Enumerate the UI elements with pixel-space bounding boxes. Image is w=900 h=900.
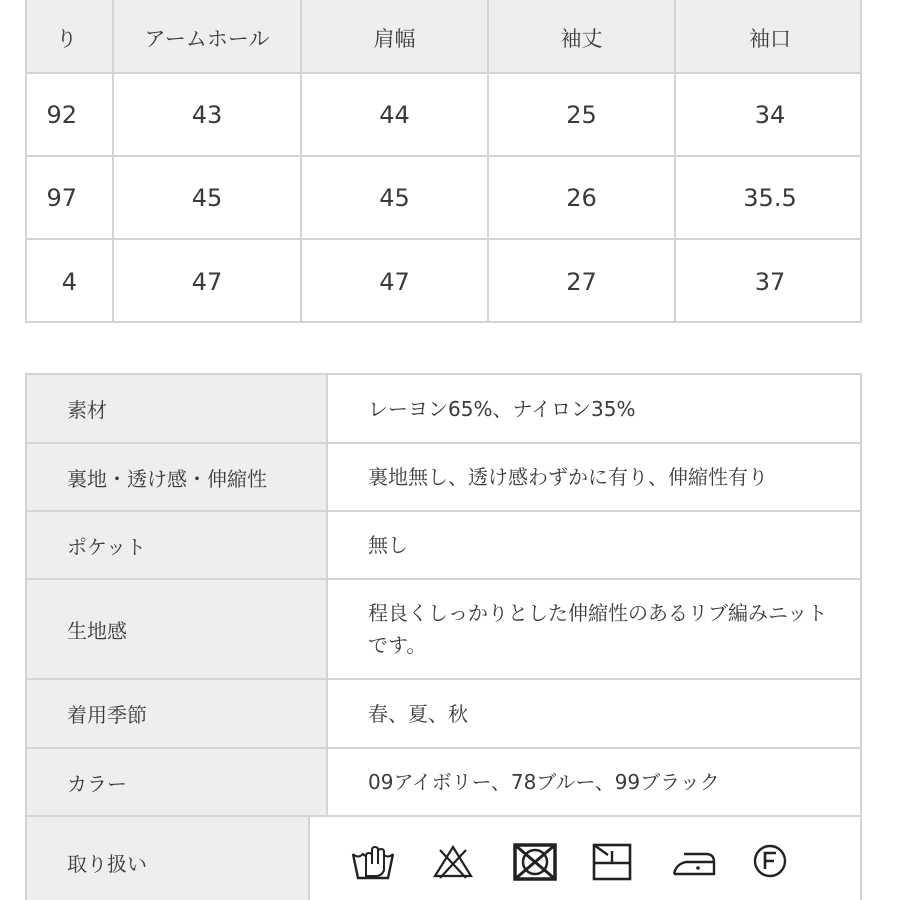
spec-row-care xyxy=(27,817,860,900)
spec-row-lining xyxy=(27,444,860,512)
size-cell: 47 xyxy=(302,240,489,323)
spec-value: 程良くしっかりとした伸縮性のあるリブ編みニットです。 xyxy=(368,601,828,657)
spec-label: ポケット xyxy=(27,512,328,578)
spec-row-pocket xyxy=(27,512,860,580)
spec-label: 素材 xyxy=(27,375,328,442)
size-table-grid xyxy=(25,0,862,323)
no-tumble-dry-icon xyxy=(510,838,590,886)
size-header-cell: 袖丈 xyxy=(489,0,676,74)
spec-label: 生地感 xyxy=(27,580,328,678)
size-cell: 37 xyxy=(754,267,786,296)
size-cell: 34 xyxy=(676,74,862,157)
spec-table xyxy=(25,373,862,900)
size-table xyxy=(25,0,862,323)
dry-clean-f-icon xyxy=(750,838,830,886)
size-cell: 25 xyxy=(489,74,676,157)
spec-row-material xyxy=(27,375,860,444)
size-cell: 43 xyxy=(114,74,302,157)
spec-value: レーヨン65%、ナイロン35% xyxy=(368,396,636,421)
hand-wash-icon xyxy=(350,838,430,886)
size-cell: 92 xyxy=(25,74,114,157)
size-cell: 44 xyxy=(302,74,489,157)
size-cell: 97 xyxy=(25,157,114,240)
spec-label: 着用季節 xyxy=(27,680,328,747)
size-cell: 45 xyxy=(302,157,489,240)
size-cell: 26 xyxy=(489,157,676,240)
size-cell: 47 xyxy=(114,240,302,323)
spec-label: 取り扱い xyxy=(27,817,310,900)
spec-row-color xyxy=(27,749,860,817)
no-bleach-icon xyxy=(430,838,510,886)
size-header-cell: 肩幅 xyxy=(302,0,489,74)
spec-value: 09アイボリー、78ブルー、99ブラック xyxy=(368,770,720,794)
spec-label: 裏地・透け感・伸縮性 xyxy=(27,444,328,510)
iron-low-icon xyxy=(670,838,750,886)
care-icons xyxy=(310,817,860,900)
spec-value: 春、夏、秋 xyxy=(368,701,468,726)
line-dry-shade-icon xyxy=(590,838,670,886)
size-header-cell: アームホール xyxy=(114,0,302,74)
size-header-cell: り xyxy=(25,0,114,74)
size-cell: 45 xyxy=(114,157,302,240)
spec-label: カラー xyxy=(27,749,328,815)
size-cell: 27 xyxy=(489,240,676,323)
spec-value: 裏地無し、透け感わずかに有り、伸縮性有り xyxy=(368,465,768,489)
spec-value: 無し xyxy=(368,533,408,557)
size-header-cell: 袖口 xyxy=(676,0,862,74)
spec-row-season xyxy=(27,680,860,749)
spec-row-fabric xyxy=(27,580,860,680)
size-cell: 4 xyxy=(25,240,114,323)
size-cell: 35.5 xyxy=(676,157,862,240)
